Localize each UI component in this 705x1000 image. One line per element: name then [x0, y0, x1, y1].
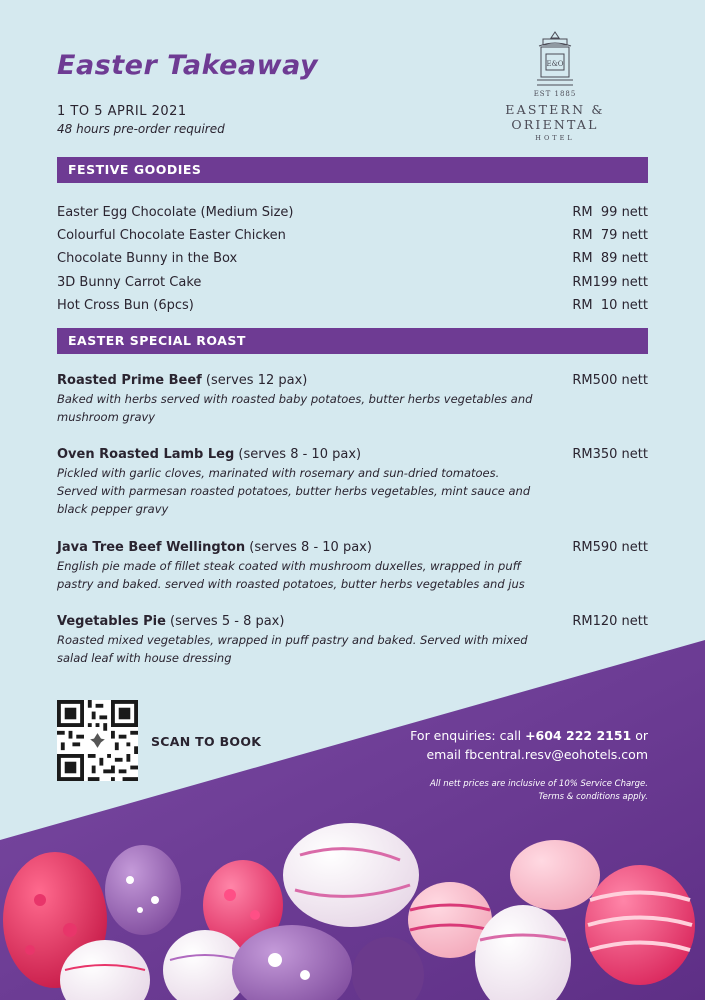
roast-item — [57, 613, 648, 667]
item-price: RM199 nett — [572, 274, 648, 290]
roast-item — [57, 372, 648, 426]
item-name: Easter Egg Chocolate (Medium Size) — [57, 205, 294, 220]
item-name: Colourful Chocolate Easter Chicken — [57, 228, 286, 244]
roast-price: RM350 nett — [572, 447, 648, 462]
roast-item — [57, 539, 648, 593]
logo-sub: HOTEL — [535, 134, 575, 142]
roast-description: Pickled with garlic cloves, marinated with rosemary and sun-dried tomatoes. Served with parmesan roasted potatoes, butter herbs vegetables, mint sauce and black pepper gravy — [57, 466, 531, 516]
scan-to-book-label: SCAN TO BOOK — [151, 734, 262, 749]
roast-item — [57, 446, 648, 518]
roast-name: Vegetables Pie — [57, 614, 166, 629]
logo-est: EST 1885 — [533, 90, 577, 98]
egg-icon — [510, 840, 600, 910]
enquiries-or: or — [631, 728, 648, 743]
roast-description: Baked with herbs served with roasted baby potatoes, butter herbs vegetables and mushroom gravy — [57, 392, 533, 424]
roast-price: RM500 nett — [572, 373, 648, 388]
service-charge-note: All nett prices are inclusive of 10% Service Charge. — [429, 779, 648, 789]
item-price: RM 10 nett — [572, 297, 648, 313]
list-item — [57, 247, 648, 270]
roast-description: Roasted mixed vegetables, wrapped in puff pastry and baked. Served with mixed salad leaf with house dressing — [57, 633, 528, 665]
terms-conditions-note: Terms & conditions apply. — [538, 792, 648, 802]
list-item — [57, 224, 648, 247]
event-dates: 1 TO 5 APRIL 2021 — [57, 104, 187, 119]
egg-icon — [105, 845, 181, 935]
logo-name: EASTERN & ORIENTAL — [505, 102, 605, 132]
list-item — [57, 294, 648, 317]
item-price: RM 89 nett — [572, 251, 648, 267]
easter-eggs-illustration — [0, 810, 705, 1000]
special-roast-heading: EASTER SPECIAL ROAST — [57, 328, 648, 354]
item-price: RM 79 nett — [572, 228, 648, 244]
phone-number[interactable]: +604 222 2151 — [525, 728, 632, 743]
egg-icon — [283, 823, 419, 927]
roast-price: RM120 nett — [572, 614, 648, 629]
preorder-note: 48 hours pre-order required — [57, 122, 225, 136]
festive-goodies-list — [57, 201, 648, 317]
email-prefix: email — [426, 747, 465, 762]
roast-serves: (serves 5 - 8 pax) — [165, 614, 285, 629]
roast-serves: (serves 12 pax) — [201, 373, 308, 388]
roast-serves: (serves 8 - 10 pax) — [245, 540, 372, 555]
roast-name: Roasted Prime Beef — [57, 373, 202, 388]
roast-description: English pie made of fillet steak coated with mushroom duxelles, wrapped in puff pastry and baked. served with roasted potatoes, butter herbs vegetables and jus — [57, 559, 525, 591]
enquiries-prefix: For enquiries: call — [410, 728, 526, 743]
roast-name: Oven Roasted Lamb Leg — [57, 447, 235, 462]
item-price: RM 99 nett — [572, 205, 648, 220]
item-name: Hot Cross Bun (6pcs) — [57, 297, 194, 313]
hotel-logo — [460, 30, 650, 142]
item-name: 3D Bunny Carrot Cake — [57, 274, 202, 290]
egg-icon — [585, 865, 695, 985]
booking-qr-code[interactable] — [57, 700, 138, 781]
list-item — [57, 271, 648, 294]
roast-serves: (serves 8 - 10 pax) — [234, 447, 362, 462]
egg-icon — [352, 937, 424, 1000]
email-link[interactable]: fbcentral.resv@eohotels.com — [464, 747, 648, 762]
enquiries-info — [410, 726, 648, 764]
list-item — [57, 201, 648, 224]
svg-text:E&O: E&O — [546, 60, 564, 68]
page-title: Easter Takeaway — [57, 50, 319, 81]
roast-price: RM590 nett — [572, 540, 648, 555]
item-name: Chocolate Bunny in the Box — [57, 251, 238, 267]
terms-note — [430, 778, 648, 804]
hotel-crest-icon — [533, 30, 577, 88]
roast-name: Java Tree Beef Wellington — [57, 540, 246, 555]
festive-goodies-heading: FESTIVE GOODIES — [57, 157, 648, 183]
